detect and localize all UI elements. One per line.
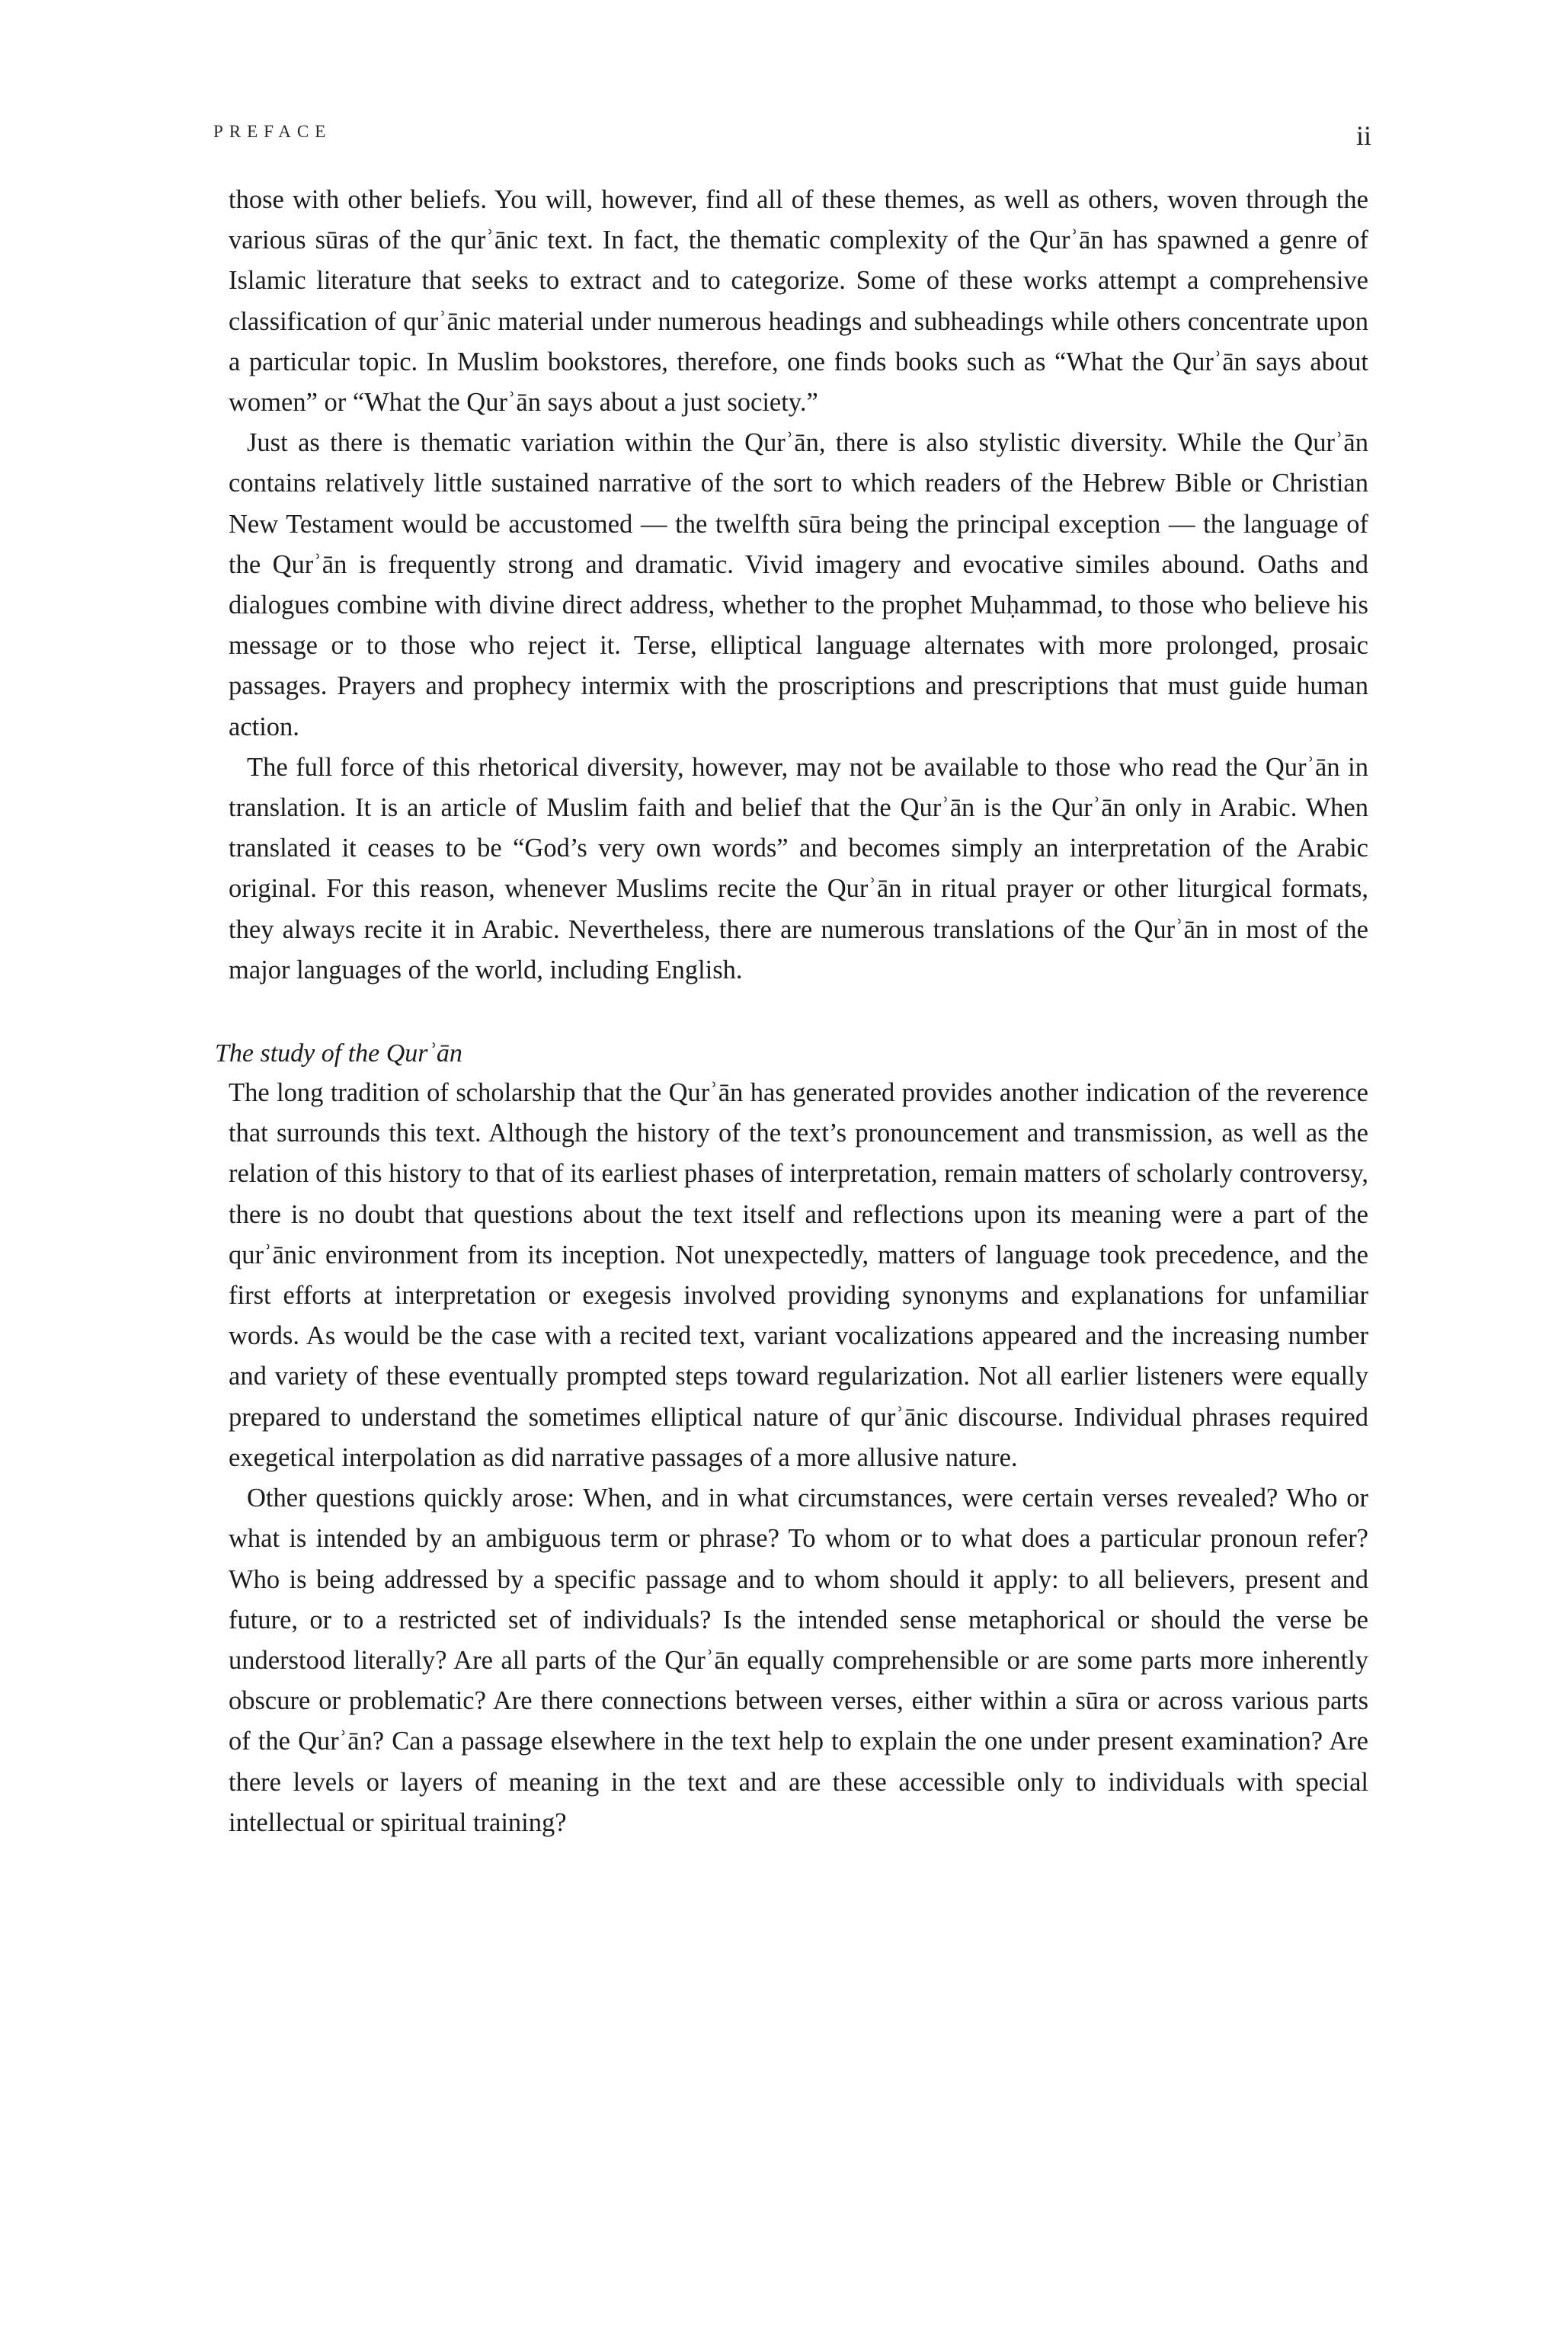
page-body: [215, 180, 1368, 1843]
section-paragraph-2: Other questions quickly arose: When, and in what circumstances, were certain verses revealed? Who or what is intended by an ambiguous term or phrase? To whom or to what does a particular pronoun refer? Who is being addressed by a specific passage and to whom should it apply: to all believers, present and future, or to a restricted set of individuals? Is the intended sense metaphorical or should the verse be understood literally? Are all parts of the Qurʾān equally comprehensible or are some parts more inherently obscure or problematic? Are there connections between verses, either within a sūra or across various parts of the Qurʾān? Can a passage elsewhere in the text help to explain the one under present examination? Are there levels or layers of meaning in the text and are these accessible only to individuals with special intellectual or spiritual training?: [229, 1484, 1368, 1837]
section-heading: The study of the Qurʾān: [215, 1039, 462, 1068]
paragraph-1: those with other beliefs. You will, however, find all of these themes, as well as others, woven through the various sūras of the qurʾānic text. In fact, the thematic complexity of the Qurʾān has spawned a genre of Islamic literature that seeks to extract and to categorize. Some of these works attempt a comprehensive classification of qurʾānic material under numerous headings and subheadings while others concentrate upon a particular topic. In Muslim bookstores, therefore, one finds books such as “What the Qurʾān says about women” or “What the Qurʾān says about a just society.”: [229, 185, 1368, 418]
running-head: PREFACE: [213, 122, 332, 141]
paragraph-3: The full force of this rhetorical diversity, however, may not be available to those who read the Qurʾān in translation. It is an article of Muslim faith and belief that the Qurʾān is the Qurʾān only in Arabic. When translated it ceases to be “God’s very own words” and becomes simply an interpretation of the Arabic original. For this reason, whenever Muslims recite the Qurʾān in ritual prayer or other liturgical formats, they always recite it in Arabic. Nevertheless, there are numerous translations of the Qurʾān in most of the major languages of the world, including English.: [229, 752, 1368, 984]
page-number: ii: [1355, 120, 1371, 151]
paragraph-2: Just as there is thematic variation within the Qurʾān, there is also stylistic diversity. While the Qurʾān contains relatively little sustained narrative of the sort to which readers of the Hebrew Bible or Christian New Testament would be accustomed — the twelfth sūra being the principal exception — the language of the Qurʾān is frequently strong and dramatic. Vivid imagery and evocative similes abound. Oaths and dialogues combine with divine direct address, whether to the prophet Muḥammad, to those who believe his message or to those who reject it. Terse, elliptical language alternates with more prolonged, prosaic passages. Prayers and prophecy intermix with the proscriptions and prescriptions that must guide human action.: [229, 428, 1368, 741]
section-paragraph-1: The long tradition of scholarship that the Qurʾān has generated provides another indication of the reverence that surrounds this text. Although the history of the text’s pronouncement and transmission, as well as the relation of this history to that of its earliest phases of interpretation, remain matters of scholarly controversy, there is no doubt that questions about the text itself and reflections upon its meaning were a part of the qurʾānic environment from its inception. Not unexpectedly, matters of language took precedence, and the first efforts at interpretation or exegesis involved providing synonyms and explanations for unfamiliar words. As would be the case with a recited text, variant vocalizations appeared and the increasing number and variety of these eventually prompted steps toward regularization. Not all earlier listeners were equally prepared to understand the sometimes elliptical nature of qurʾānic discourse. Individual phrases required exegetical interpolation as did narrative passages of a more allusive nature.: [229, 1078, 1368, 1472]
